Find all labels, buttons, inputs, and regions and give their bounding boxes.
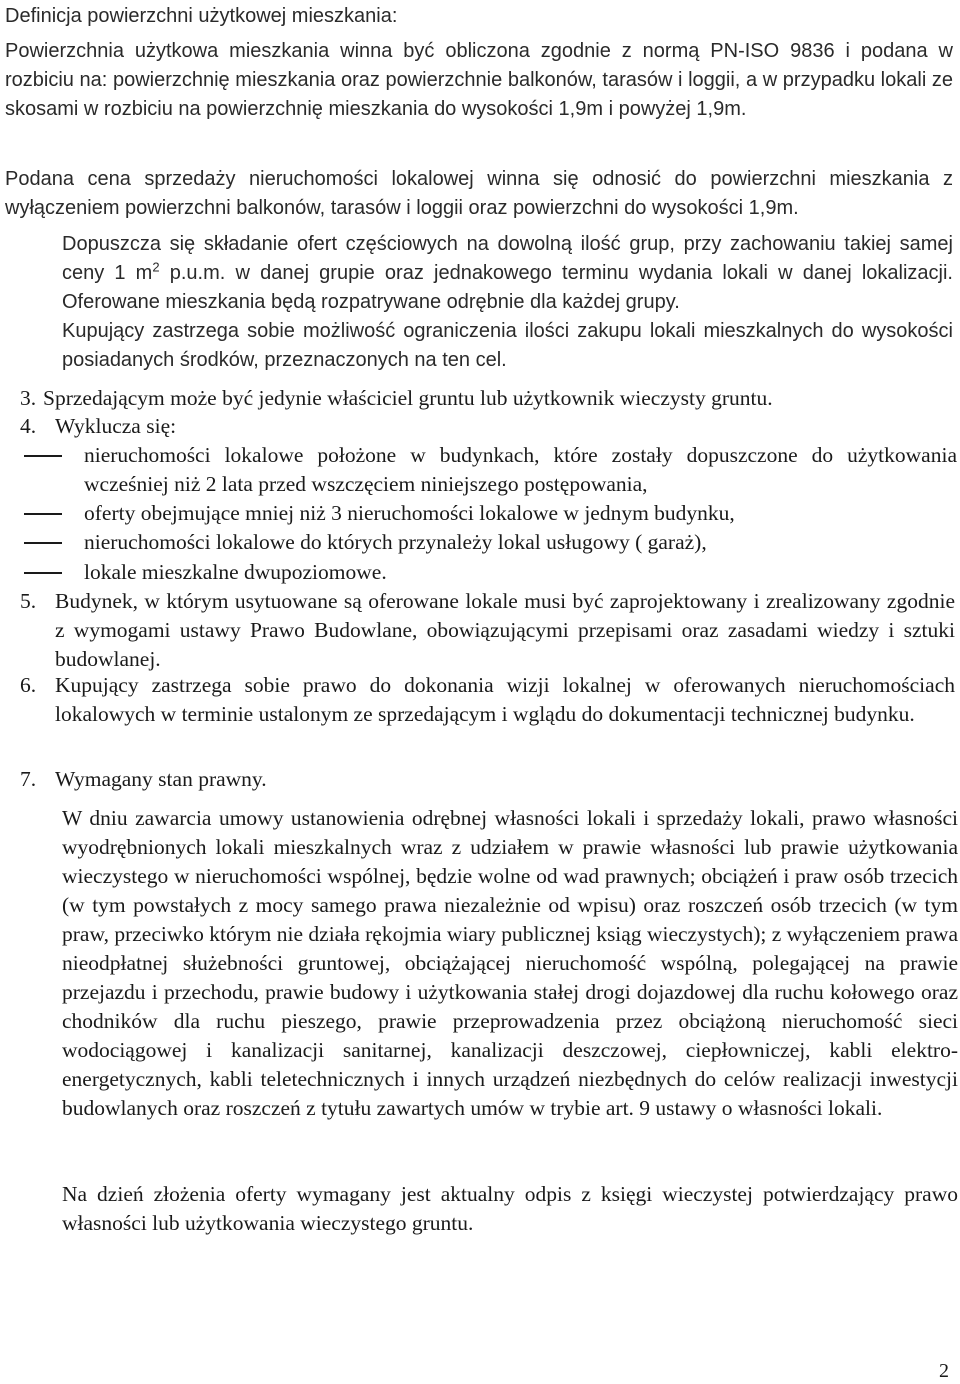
- list-text-5: Budynek, w którym usytuowane są oferowane lokale musi być zaprojektowany i zrealizowany zgodnie z wymogami ustawy Prawo Budowlane, obowiązującymi przepisami oraz zasadami wiedzy i sztuki budowlanej.: [55, 589, 955, 671]
- legal-status-paragraph: W dniu zawarcia umowy ustanowienia odrębnej własności lokali i sprzedaży lokali, prawo własności wyodrębnionych lokali mieszkalnych wraz z udziałem w prawie własności lub prawie użytkowania wieczystego w nieruchomości wspólnej, będzie wolne od wad prawnych; obciążeń i praw osób trzecich (w tym powstałych z mocy samego prawa niezależnie od wpisu) oraz roszczeń osób trzecich (w tym praw, przeciwko którym nie działa rękojmia wiary publicznej ksiąg wieczystych); z wyłączeniem prawa nieodpłatnej służebności gruntowej, obciążającej nieruchomość wspólną, polegającej na prawie przejazdu i przechodu, prawie budowy i użytkowania stałej drogi dojazdowej dla ruchu kołowego oraz chodników dla ruchu pieszego, prawie przeprowadzenia przez obciążoną nieruchomość sieci wodociągowej i kanalizacji sanitarnej, kanalizacji deszczowej, ciepłowniczej, kabli elektro-energetycznych, kabli teletechnicznych i innych urządzeń niezbędnych do celów realizacji inwestycji budowlanych oraz roszczeń z tytułu zawartych umów w trybie art. 9 ustawy o własności lokali.: [62, 806, 958, 1121]
- exclusion-text-1: nieruchomości lokalowe położone w budynkach, które zostały dopuszczone do użytkowania wcześniej niż 2 lata przed wszczęciem niniejszego postępowania,: [84, 443, 957, 496]
- purchase-limit-text: Kupujący zastrzega sobie możliwość ograniczenia ilości zakupu lokali mieszkalnych do wysokości posiadanych środków, przeznaczonych na ten cel.: [62, 320, 953, 371]
- land-register-paragraph: Na dzień złożenia oferty wymagany jest aktualny odpis z księgi wieczystej potwierdzający prawo własności lub użytkowania wieczystego gruntu.: [62, 1182, 958, 1235]
- exclusion-text-2: oferty obejmujące mniej niż 3 nieruchomości lokalowe w jednym budynku,: [84, 501, 735, 525]
- dash-bullet: [24, 513, 62, 515]
- list-number-6: 6.: [20, 673, 37, 697]
- list-number-5: 5.: [20, 589, 37, 613]
- list-number-4: 4.: [20, 414, 37, 438]
- dash-bullet: [24, 455, 62, 457]
- superscript-2: 2: [152, 259, 160, 275]
- paragraph-partial-offers: [62, 230, 953, 375]
- exclusion-text-3: nieruchomości lokalowe do których przynależy lokal usługowy ( garaż),: [84, 530, 707, 554]
- dash-bullet: [24, 542, 62, 544]
- paragraph-area-definition: Powierzchnia użytkowa mieszkania winna być obliczona zgodnie z normą PN-ISO 9836 i podana w rozbiciu na: powierzchnię mieszkania oraz powierzchnie balkonów, tarasów i loggii, a w przypadku lokali ze skosami w rozbiciu na powierzchnię mieszkania do wysokości 1,9m i powyżej 1,9m.: [5, 40, 953, 120]
- dash-bullet: [24, 572, 62, 574]
- exclusion-text-4: lokale mieszkalne dwupoziomowe.: [84, 560, 387, 584]
- list-text-3: Sprzedającym może być jedynie właściciel gruntu lub użytkownik wieczysty gruntu.: [43, 386, 773, 410]
- paragraph-price-basis: Podana cena sprzedaży nieruchomości lokalowej winna się odnosić do powierzchni mieszkania z wyłączeniem powierzchni balkonów, tarasów i loggii oraz powierzchni do wysokości 1,9m.: [5, 168, 953, 219]
- list-text-7: Wymagany stan prawny.: [55, 767, 267, 791]
- page-number: 2: [939, 1360, 949, 1382]
- list-number-3: 3.: [20, 386, 37, 410]
- list-text-4: Wyklucza się:: [55, 414, 177, 438]
- section-heading: Definicja powierzchni użytkowej mieszkania:: [5, 5, 398, 27]
- list-text-6: Kupujący zastrzega sobie prawo do dokonania wizji lokalnej w oferowanych nieruchomościach lokalowych w terminie ustalonym ze sprzedającym i wglądu do dokumentacji technicznej budynku.: [55, 673, 955, 726]
- list-number-7: 7.: [20, 767, 37, 791]
- partial-offers-text-a: Dopuszcza się składanie ofert częściowych na dowolną ilość grup, przy zachowaniu takiej samej ceny 1 m: [62, 233, 953, 284]
- partial-offers-text-b: p.u.m. w danej grupie oraz jednakowego terminu wydania lokali w danej lokalizacji. Oferowane mieszkania będą rozpatrywane odrębnie dla każdej grupy.: [62, 262, 953, 313]
